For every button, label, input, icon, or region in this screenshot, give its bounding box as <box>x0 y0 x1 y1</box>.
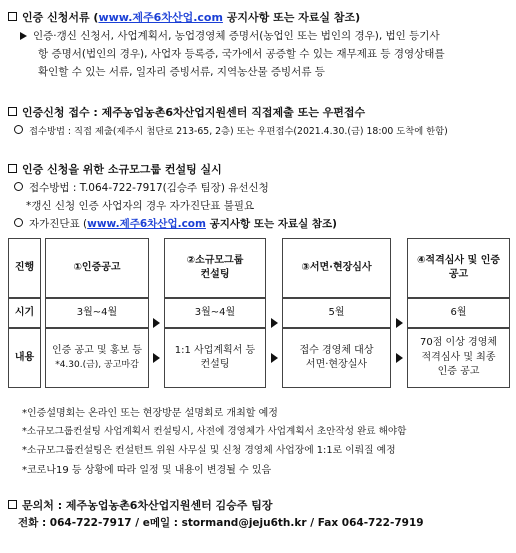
step-3-period: 5월 <box>282 298 391 328</box>
section-consulting-heading <box>8 161 222 177</box>
self-diagnosis-suffix: 공지사항 또는 자료실 참조) <box>205 218 337 230</box>
arrow-icon <box>396 318 403 328</box>
step-4-content-line-2: 적격심사 및 최종 <box>421 351 496 363</box>
circle-bullet-icon <box>14 125 23 134</box>
row-header-content: 내용 <box>8 328 41 388</box>
documents-heading-text: 인증 신청서류 ( <box>22 11 99 24</box>
step-4-title <box>407 238 510 298</box>
documents-line-3: 확인할 수 있는 서류, 일자리 증빙서류, 지역농산물 증빙서류 등 <box>38 66 325 78</box>
row-header-period: 시기 <box>8 298 41 328</box>
consulting-heading-text: 인증 신청을 위한 소규모그룹 컨설팅 실시 <box>22 163 222 176</box>
step-1-period: 3월~4월 <box>45 298 149 328</box>
step-1-content <box>45 328 149 388</box>
square-bullet-icon <box>8 107 17 116</box>
documents-line-2: 항 증명서(법인의 경우), 사업자 등록증, 국가에서 공증할 수 있는 재무제표 등 경영상태를 <box>38 48 445 60</box>
submission-heading-text: 인증신청 접수 : 제주농업농촌6차산업지원센터 직접제출 또는 우편접수 <box>22 106 366 119</box>
process-table <box>8 238 510 388</box>
step-3-title: ③서면·현장심사 <box>282 238 391 298</box>
self-diagnosis-text: 자가진단표 ( <box>29 218 88 230</box>
step-2-content <box>164 328 266 388</box>
note-2: *소규모그룹컨설팅 사업계획서 컨설팅시, 사전에 경영체가 사업계획서 초안작성 완료 해야함 <box>22 426 407 437</box>
note-4: *코로나19 등 상황에 따라 일정 및 내용이 변경될 수 있음 <box>22 465 272 476</box>
documents-heading-suffix: 공지사항 또는 자료실 참조) <box>222 11 361 24</box>
contact-heading <box>8 497 273 513</box>
documents-line-1: 인증·갱신 신청서, 사업계획서, 농업경영체 증명서(농업인 또는 법인의 경우), 법인 등기사 <box>33 30 440 42</box>
square-bullet-icon <box>8 12 17 21</box>
step-1-title: ①인증공고 <box>45 238 149 298</box>
circle-bullet-icon <box>14 218 23 227</box>
contact-heading-text: 문의처 : 제주농업농촌6차산업지원센터 김승주 팀장 <box>22 499 273 512</box>
arrow-icon <box>271 353 278 363</box>
step-4-title-line-1: ④적격심사 및 인증 <box>416 254 501 266</box>
step-2-content-line-2: 컨설팅 <box>200 359 230 370</box>
step-1-content-line-2: *4.30.(금), 공고마감 <box>55 359 139 370</box>
website-link[interactable]: www.제주6차산업.com <box>98 11 223 24</box>
triangle-bullet-icon <box>20 32 27 40</box>
renewal-note: *갱신 신청 인증 사업자의 경우 자가진단표 불필요 <box>26 200 255 212</box>
step-3-content-line-1: 접수 경영체 대상 <box>299 344 374 356</box>
submission-method <box>14 123 448 137</box>
step-4-title-line-2: 공고 <box>448 269 469 280</box>
step-2-period: 3월~4월 <box>164 298 266 328</box>
documents-list <box>20 28 440 43</box>
self-diagnosis-link[interactable]: www.제주6차산업.com <box>87 218 206 230</box>
step-4-content-line-1: 70점 이상 경영체 <box>419 337 498 349</box>
step-3-content-line-2: 서면·현장실사 <box>305 359 368 370</box>
square-bullet-icon <box>8 164 17 173</box>
section-submission-heading <box>8 104 365 120</box>
step-1-content-line-1: 인증 공고 및 홍보 등 <box>52 345 142 357</box>
step-2-title <box>164 238 266 298</box>
section-documents-heading <box>8 9 360 25</box>
consulting-method <box>14 180 269 195</box>
note-3: *소규모그룹컨설팅은 컨설턴트 위원 사무실 및 신청 경영체 사업장에 1:1로 이뤄질 예정 <box>22 445 396 456</box>
arrow-icon <box>153 318 160 328</box>
step-4-content-line-3: 인증 공고 <box>437 366 480 378</box>
consulting-method-text: 접수방법 : T.064-722-7917(김승주 팀장) 유선신청 <box>29 182 269 194</box>
note-1: *인증설명회는 온라인 또는 현장방문 설명회로 개최할 예정 <box>22 408 278 419</box>
step-4-content <box>407 328 510 388</box>
arrow-icon <box>396 353 403 363</box>
step-3-content <box>282 328 391 388</box>
square-bullet-icon <box>8 500 17 509</box>
step-2-title-line-2: 컨설팅 <box>200 269 230 280</box>
step-2-content-line-1: 1:1 사업계획서 등 <box>174 344 256 356</box>
submission-method-text: 접수방법 : 직접 제출(제주시 첨단로 213-65, 2층) 또는 우편접수(2021.4.30.(금) 18:00 도착에 한함) <box>29 126 448 137</box>
circle-bullet-icon <box>14 182 23 191</box>
self-diagnosis-line <box>14 216 337 231</box>
contact-details: 전화 : 064-722-7917 / e메일 : stormand@jeju6th.kr / Fax 064-722-7919 <box>18 517 424 529</box>
arrow-icon <box>153 353 160 363</box>
step-2-title-line-1: ②소규모그룹 <box>186 254 244 266</box>
step-4-period: 6월 <box>407 298 510 328</box>
row-header-progress: 진행 <box>8 238 41 298</box>
arrow-icon <box>271 318 278 328</box>
